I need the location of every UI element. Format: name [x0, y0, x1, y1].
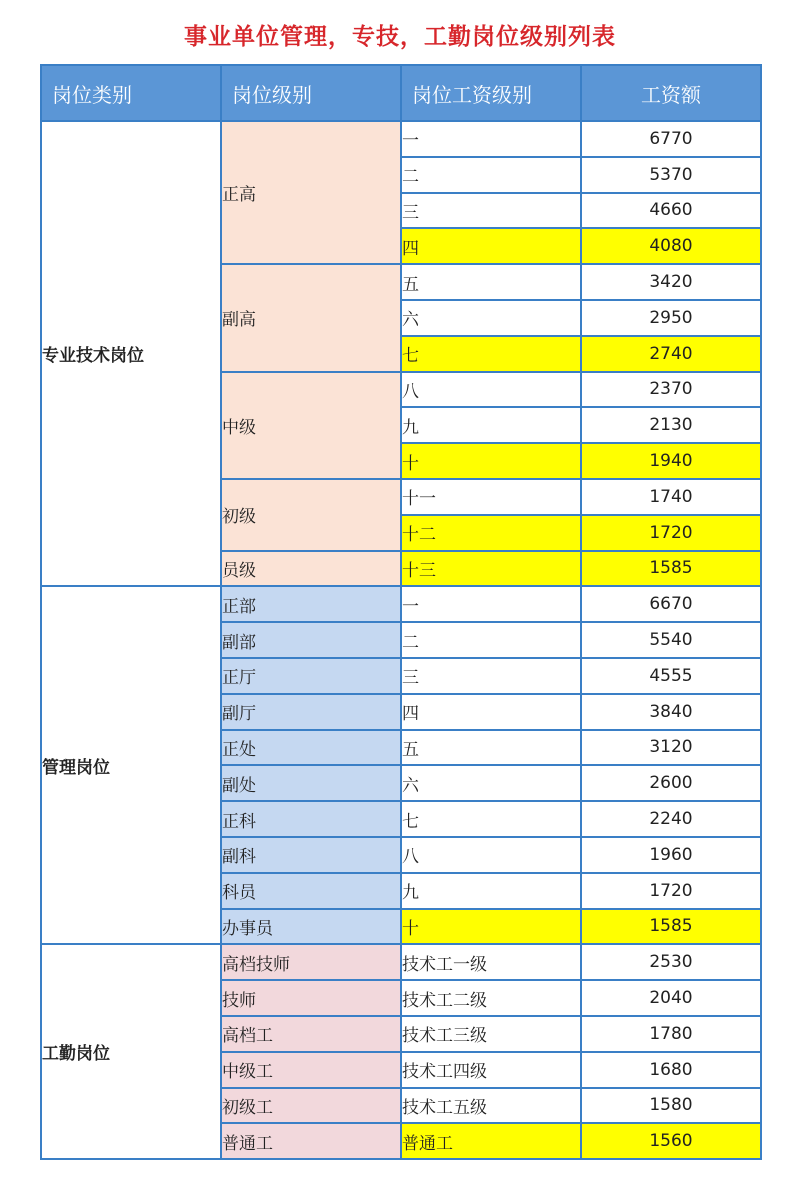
grade-cell: 技术工三级 — [401, 1016, 581, 1052]
header-level: 岗位级别 — [221, 65, 401, 121]
amount-cell: 1960 — [581, 837, 761, 873]
amount-cell: 2600 — [581, 765, 761, 801]
level-cell: 中级工 — [221, 1052, 401, 1088]
level-cell: 副高 — [221, 264, 401, 371]
header-amount: 工资额 — [581, 65, 761, 121]
grade-cell: 七 — [401, 336, 581, 372]
grade-cell: 二 — [401, 622, 581, 658]
grade-cell: 五 — [401, 730, 581, 766]
amount-cell: 2530 — [581, 944, 761, 980]
amount-cell: 6770 — [581, 121, 761, 157]
amount-cell: 2130 — [581, 407, 761, 443]
page-title: 事业单位管理，专技，工勤岗位级别列表 — [184, 24, 616, 50]
table-row — [41, 121, 761, 157]
amount-cell: 1585 — [581, 909, 761, 945]
level-cell: 正厅 — [221, 658, 401, 694]
amount-cell: 2950 — [581, 300, 761, 336]
category-cell: 工勤岗位 — [41, 944, 221, 1159]
grade-cell: 十 — [401, 909, 581, 945]
level-cell: 初级 — [221, 479, 401, 551]
level-cell: 正处 — [221, 730, 401, 766]
amount-cell: 1680 — [581, 1052, 761, 1088]
level-cell: 员级 — [221, 551, 401, 587]
amount-cell: 1585 — [581, 551, 761, 587]
grade-cell: 三 — [401, 193, 581, 229]
grade-cell: 十二 — [401, 515, 581, 551]
level-cell: 副处 — [221, 765, 401, 801]
grade-cell: 技术工二级 — [401, 980, 581, 1016]
amount-cell: 2740 — [581, 336, 761, 372]
level-cell: 正高 — [221, 121, 401, 264]
amount-cell: 3840 — [581, 694, 761, 730]
amount-cell: 5540 — [581, 622, 761, 658]
amount-cell: 1580 — [581, 1088, 761, 1124]
grade-cell: 四 — [401, 228, 581, 264]
grade-cell: 一 — [401, 586, 581, 622]
grade-cell: 五 — [401, 264, 581, 300]
grade-cell: 九 — [401, 407, 581, 443]
grade-cell: 三 — [401, 658, 581, 694]
level-cell: 高档技师 — [221, 944, 401, 980]
table-row — [41, 944, 761, 980]
amount-cell: 4660 — [581, 193, 761, 229]
header-grade: 岗位工资级别 — [401, 65, 581, 121]
amount-cell: 4555 — [581, 658, 761, 694]
level-cell: 办事员 — [221, 909, 401, 945]
salary-table — [40, 64, 762, 1160]
level-cell: 正部 — [221, 586, 401, 622]
amount-cell: 1780 — [581, 1016, 761, 1052]
grade-cell: 六 — [401, 300, 581, 336]
grade-cell: 七 — [401, 801, 581, 837]
amount-cell: 1940 — [581, 443, 761, 479]
grade-cell: 技术工四级 — [401, 1052, 581, 1088]
grade-cell: 六 — [401, 765, 581, 801]
amount-cell: 1560 — [581, 1123, 761, 1159]
level-cell: 初级工 — [221, 1088, 401, 1124]
grade-cell: 八 — [401, 837, 581, 873]
amount-cell: 1720 — [581, 873, 761, 909]
grade-cell: 一 — [401, 121, 581, 157]
level-cell: 副部 — [221, 622, 401, 658]
level-cell: 副科 — [221, 837, 401, 873]
header-category: 岗位类别 — [41, 65, 221, 121]
amount-cell: 1720 — [581, 515, 761, 551]
amount-cell: 2240 — [581, 801, 761, 837]
grade-cell: 十一 — [401, 479, 581, 515]
amount-cell: 2370 — [581, 372, 761, 408]
level-cell: 普通工 — [221, 1123, 401, 1159]
grade-cell: 九 — [401, 873, 581, 909]
amount-cell: 3420 — [581, 264, 761, 300]
amount-cell: 6670 — [581, 586, 761, 622]
category-cell: 专业技术岗位 — [41, 121, 221, 586]
level-cell: 副厅 — [221, 694, 401, 730]
grade-cell: 十三 — [401, 551, 581, 587]
grade-cell: 技术工五级 — [401, 1088, 581, 1124]
grade-cell: 四 — [401, 694, 581, 730]
grade-cell: 普通工 — [401, 1123, 581, 1159]
category-cell: 管理岗位 — [41, 586, 221, 944]
amount-cell: 2040 — [581, 980, 761, 1016]
amount-cell: 4080 — [581, 228, 761, 264]
amount-cell: 1740 — [581, 479, 761, 515]
grade-cell: 十 — [401, 443, 581, 479]
level-cell: 中级 — [221, 372, 401, 479]
level-cell: 正科 — [221, 801, 401, 837]
grade-cell: 八 — [401, 372, 581, 408]
header-row — [41, 65, 761, 121]
level-cell: 科员 — [221, 873, 401, 909]
grade-cell: 二 — [401, 157, 581, 193]
amount-cell: 5370 — [581, 157, 761, 193]
grade-cell: 技术工一级 — [401, 944, 581, 980]
level-cell: 技师 — [221, 980, 401, 1016]
table-row — [41, 586, 761, 622]
amount-cell: 3120 — [581, 730, 761, 766]
level-cell: 高档工 — [221, 1016, 401, 1052]
